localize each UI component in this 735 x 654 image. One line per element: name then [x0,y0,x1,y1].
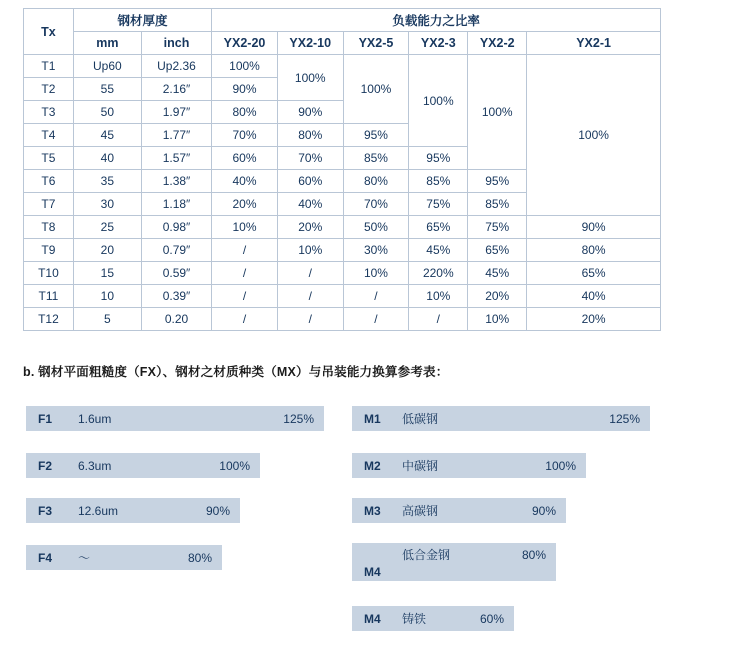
cell-tx: T11 [24,285,74,308]
cell-tx: T7 [24,193,74,216]
cell-yx2-1: 65% [527,262,661,285]
roughness-item-f1 [26,406,324,431]
cell-mm: 55 [73,78,141,101]
cell-yx2-10: 60% [277,170,343,193]
material-m4-stack [402,543,546,581]
load-capacity-table-container [23,8,661,331]
table-row [24,262,661,285]
cell-yx2-2: 85% [468,193,527,216]
header-yx2-1: YX2-1 [527,32,661,55]
cell-tx: T1 [24,55,74,78]
material-desc: 高碳钢 [402,504,439,518]
header-load-ratio: 负载能力之比率 [212,9,661,32]
roughness-desc: 6.3um [78,458,112,473]
cell-inch: 1.77″ [141,124,211,147]
cell-inch: 1.38″ [141,170,211,193]
cell-yx2-2: 45% [468,262,527,285]
cell-yx2-20: 70% [212,124,278,147]
cell-yx2-3: 85% [409,170,468,193]
cell-yx2-20: 90% [212,78,278,101]
cell-yx2-20: 40% [212,170,278,193]
cell-yx2-5: 50% [343,216,409,239]
material-desc: 中碳钢 [402,459,439,473]
cell-mm: 50 [73,101,141,124]
cell-yx2-3: 220% [409,262,468,285]
material-item-m4-low-alloy [352,543,556,581]
cell-inch: 0.39″ [141,285,211,308]
cell-yx2-3: 100% [409,55,468,147]
cell-yx2-3: 65% [409,216,468,239]
roughness-item-f2 [26,453,260,478]
cell-yx2-2: 10% [468,308,527,331]
material-desc: 低合金钢 [402,548,451,562]
material-item-m4-cast-iron [352,606,514,631]
cell-inch: 0.59″ [141,262,211,285]
cell-yx2-10: 80% [277,124,343,147]
roughness-pct: 90% [205,503,230,518]
roughness-desc: 1.6um [78,411,112,426]
table-row [24,308,661,331]
cell-yx2-1: 80% [527,239,661,262]
cell-yx2-10: 70% [277,147,343,170]
cell-yx2-2: 75% [468,216,527,239]
material-desc: 铸铁 [402,612,427,626]
cell-tx: T4 [24,124,74,147]
header-yx2-20: YX2-20 [212,32,278,55]
material-code: M1 [364,411,381,426]
cell-yx2-20: 80% [212,101,278,124]
cell-tx: T8 [24,216,74,239]
material-item-m3 [352,498,566,523]
roughness-code: F4 [38,550,53,565]
header-tx: Tx [24,9,74,55]
cell-mm: 15 [73,262,141,285]
header-yx2-3: YX2-3 [409,32,468,55]
cell-yx2-1: 100% [527,55,661,216]
header-yx2-10: YX2-10 [277,32,343,55]
material-pct: 90% [531,503,556,518]
cell-yx2-2: 20% [468,285,527,308]
material-pct: 125% [609,411,640,426]
cell-yx2-20: 20% [212,193,278,216]
cell-yx2-5: / [343,285,409,308]
cell-yx2-5: 70% [343,193,409,216]
table-row [24,239,661,262]
cell-inch: 1.57″ [141,147,211,170]
roughness-code: F2 [38,458,53,473]
cell-yx2-20: / [212,285,278,308]
cell-yx2-5: 100% [343,55,409,124]
table-row [24,285,661,308]
cell-mm: 25 [73,216,141,239]
roughness-pct: 80% [187,550,212,565]
cell-yx2-10: / [277,308,343,331]
cell-mm: 30 [73,193,141,216]
table-row [24,216,661,239]
cell-mm: 20 [73,239,141,262]
cell-yx2-3: 10% [409,285,468,308]
material-code: M3 [364,503,381,518]
cell-yx2-5: 95% [343,124,409,147]
table-header-row-2 [24,32,661,55]
cell-tx: T9 [24,239,74,262]
header-yx2-2: YX2-2 [468,32,527,55]
header-mm: mm [73,32,141,55]
cell-yx2-10: 100% [277,55,343,101]
table-row [24,55,661,78]
load-capacity-table [23,8,661,331]
cell-yx2-10: / [277,262,343,285]
roughness-item-f4 [26,545,222,570]
cell-tx: T6 [24,170,74,193]
header-steel-thickness: 钢材厚度 [73,9,211,32]
roughness-item-f3 [26,498,240,523]
material-item-m2 [352,453,586,478]
material-code: M2 [364,458,381,473]
cell-yx2-20: 10% [212,216,278,239]
cell-tx: T3 [24,101,74,124]
header-yx2-5: YX2-5 [343,32,409,55]
material-pct: 100% [545,458,576,473]
cell-yx2-1: 20% [527,308,661,331]
cell-yx2-20: / [212,262,278,285]
header-inch: inch [141,32,211,55]
cell-yx2-3: / [409,308,468,331]
roughness-code: F1 [38,411,53,426]
material-desc: 低碳钢 [402,412,439,426]
roughness-desc: 12.6um [78,503,119,518]
cell-tx: T5 [24,147,74,170]
material-code: M4 [364,611,381,626]
cell-inch: 1.18″ [141,193,211,216]
cell-yx2-10: 10% [277,239,343,262]
cell-yx2-5: 85% [343,147,409,170]
cell-yx2-20: 60% [212,147,278,170]
cell-yx2-20: / [212,239,278,262]
cell-yx2-3: 75% [409,193,468,216]
cell-tx: T10 [24,262,74,285]
section-caption-b: b. 钢材平面粗糙度（FX）、钢材之材质种类（MX）与吊装能力换算参考表： [23,365,449,379]
cell-mm: 40 [73,147,141,170]
roughness-desc: ～ [78,551,91,565]
cell-yx2-10: 20% [277,216,343,239]
cell-mm: Up60 [73,55,141,78]
cell-mm: 5 [73,308,141,331]
cell-inch: 1.97″ [141,101,211,124]
cell-yx2-2: 65% [468,239,527,262]
cell-yx2-20: / [212,308,278,331]
material-item-m1 [352,406,650,431]
cell-tx: T2 [24,78,74,101]
cell-yx2-5: / [343,308,409,331]
cell-yx2-5: 10% [343,262,409,285]
cell-yx2-2: 95% [468,170,527,193]
cell-inch: 0.98″ [141,216,211,239]
cell-yx2-1: 40% [527,285,661,308]
cell-inch: 0.20 [141,308,211,331]
cell-yx2-5: 30% [343,239,409,262]
cell-yx2-1: 90% [527,216,661,239]
table-header-row-1 [24,9,661,32]
cell-yx2-10: 40% [277,193,343,216]
cell-yx2-3: 45% [409,239,468,262]
cell-yx2-5: 80% [343,170,409,193]
material-code: M4 [364,565,381,579]
cell-inch: 2.16″ [141,78,211,101]
cell-yx2-10: 90% [277,101,343,124]
material-pct: 80% [521,547,546,562]
cell-mm: 10 [73,285,141,308]
cell-yx2-20: 100% [212,55,278,78]
cell-inch: 0.79″ [141,239,211,262]
roughness-pct: 100% [219,458,250,473]
cell-inch: Up2.36 [141,55,211,78]
roughness-code: F3 [38,503,53,518]
material-pct: 60% [479,611,504,626]
cell-mm: 45 [73,124,141,147]
cell-yx2-2: 100% [468,55,527,170]
roughness-pct: 125% [283,411,314,426]
cell-mm: 35 [73,170,141,193]
cell-yx2-3: 95% [409,147,468,170]
material-m4-row [402,543,546,563]
cell-yx2-10: / [277,285,343,308]
cell-tx: T12 [24,308,74,331]
